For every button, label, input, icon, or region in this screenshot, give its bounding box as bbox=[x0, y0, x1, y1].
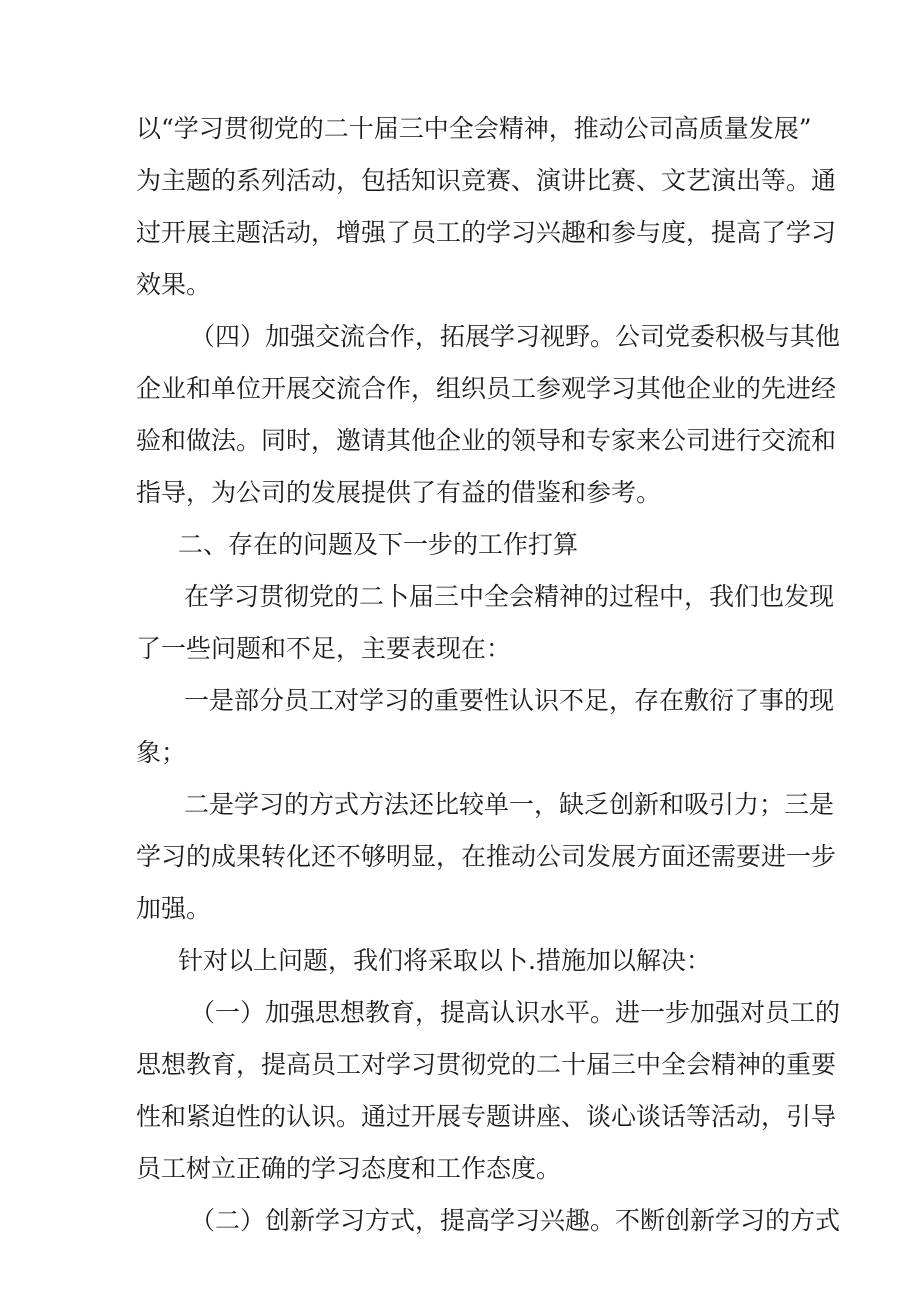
text-line-7: 验和做法。同时，邀请其他企业的领导和专家来公司进行交流和 bbox=[136, 426, 837, 455]
text-line-8: 指导，为公司的发展提供了有益的借鉴和参考。 bbox=[136, 478, 662, 507]
text-line-19: 思想教育，提高员工对学习贯彻党的二十届三中全会精神的重要 bbox=[136, 1050, 837, 1079]
text-line-4: 效果。 bbox=[136, 270, 212, 299]
section-heading: 二、存在的问题及下一步的工作打算 bbox=[178, 530, 579, 559]
text-line-17: 针对以上问题，我们将采取以卜.措施加以解决： bbox=[178, 946, 711, 975]
text-line-16: 加强。 bbox=[136, 894, 212, 923]
text-line-6: 企业和单位开展交流合作，组织员工参观学习其他企业的先进经 bbox=[136, 374, 837, 403]
text-line-10: 在学习贯彻党的二卜届三中全会精神的过程中，我们也发现 bbox=[184, 582, 835, 611]
text-line-21: 员工树立正确的学习态度和工作态度。 bbox=[136, 1154, 562, 1183]
text-line-12: 一是部分员工对学习的重要性认识不足，存在敷衍了事的现 bbox=[184, 686, 835, 715]
text-line-11: 了一些问题和不足，主要表现在： bbox=[136, 634, 512, 663]
text-line-3: 过开展主题活动，增强了员工的学习兴趣和参与度，提高了学习 bbox=[136, 218, 837, 247]
text-line-20: 性和紧迫性的认识。通过开展专题讲座、谈心谈话等活动，引导 bbox=[136, 1102, 837, 1131]
text-line-18: （一）加强思想教育，提高认识水平。进一步加强对员工的 bbox=[190, 998, 841, 1027]
text-line-14: 二是学习的方式方法还比较单一，缺乏创新和吸引力；三是 bbox=[184, 790, 835, 819]
text-line-1: 以“学习贯彻党的二十届三中全会精神，推动公司高质量发展” bbox=[136, 114, 812, 143]
text-line-22: （二）创新学习方式，提高学习兴趣。不断创新学习的方式 bbox=[190, 1206, 841, 1235]
text-line-13: 象； bbox=[136, 738, 187, 767]
text-line-5: （四）加强交流合作，拓展学习视野。公司党委积极与其他 bbox=[190, 322, 841, 351]
text-line-2: 为主题的系列活动，包括知识竞赛、演讲比赛、文艺演出等。通 bbox=[136, 166, 837, 195]
text-line-15: 学习的成果转化还不够明显，在推动公司发展方面还需要进一步 bbox=[136, 842, 837, 871]
